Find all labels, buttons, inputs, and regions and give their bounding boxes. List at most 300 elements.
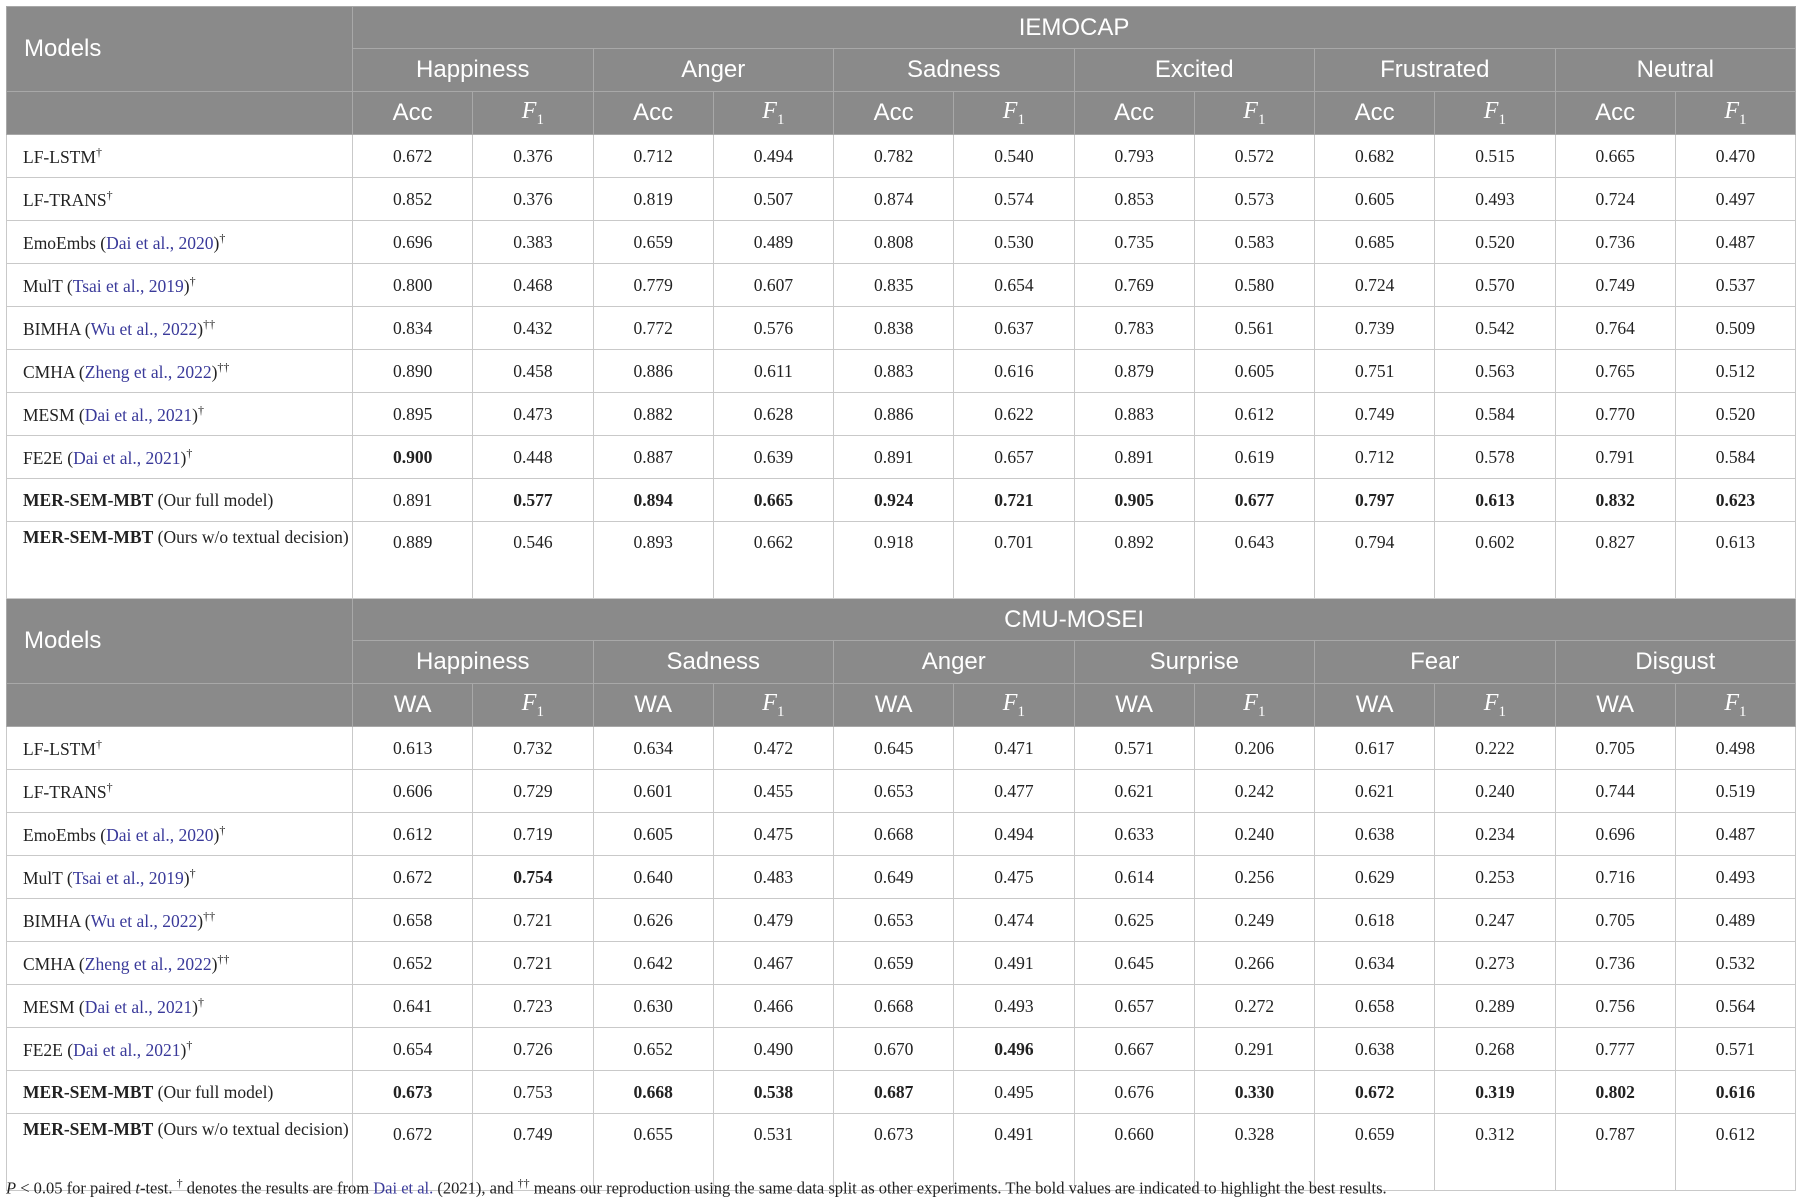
table-row <box>7 522 1796 599</box>
model-name: FE2E <box>23 447 63 468</box>
value-cell: 0.874 <box>834 178 954 221</box>
model-name: MER-SEM-MBT <box>23 1119 154 1139</box>
value-cell: 0.835 <box>834 264 954 307</box>
metric-f1-subscript: 1 <box>1498 111 1506 128</box>
value-cell: 0.531 <box>713 1114 833 1191</box>
citation-link[interactable]: Tsai et al., 2019 <box>72 275 184 296</box>
table-row <box>7 178 1796 221</box>
value-cell <box>1555 479 1675 522</box>
value-cell: 0.601 <box>593 770 713 813</box>
metric-header-f1 <box>954 684 1074 727</box>
emotion-header: Anger <box>593 49 834 92</box>
value-cell: 0.653 <box>834 770 954 813</box>
table-row <box>7 856 1796 899</box>
model-name-cell <box>7 307 353 350</box>
cite-close-paren: ) <box>183 275 190 296</box>
table-row <box>7 899 1796 942</box>
model-variant: (Ours w/o textual decision) <box>157 527 349 547</box>
value-cell: 0.716 <box>1555 856 1675 899</box>
citation-link[interactable]: Tsai et al., 2019 <box>72 867 184 888</box>
value-cell: 0.891 <box>834 436 954 479</box>
metric-f1-subscript: 1 <box>536 111 544 128</box>
metric-header-f1 <box>1435 92 1555 135</box>
value-cell: 0.564 <box>1675 985 1795 1028</box>
footnote-citation-link[interactable]: Dai et al. <box>373 1178 434 1198</box>
section-header-iemocap <box>7 7 1796 135</box>
metric-f1-label: $F_1$ <box>1243 98 1266 128</box>
value-cell: 0.495 <box>954 1071 1074 1114</box>
best-value: 0.687 <box>873 1081 914 1102</box>
cite-open-paren: ( <box>80 910 91 931</box>
value-cell: 0.765 <box>1555 350 1675 393</box>
dagger-mark: † <box>186 1037 193 1052</box>
value-cell: 0.827 <box>1555 522 1675 599</box>
metric-header-f1 <box>1435 684 1555 727</box>
citation-link[interactable]: Wu et al., 2022 <box>90 318 198 339</box>
value-cell <box>353 1071 473 1114</box>
value-cell: 0.638 <box>1315 1028 1435 1071</box>
dagger-mark: † <box>197 994 204 1009</box>
best-value: 0.802 <box>1595 1081 1635 1102</box>
value-cell: 0.749 <box>1555 264 1675 307</box>
value-cell: 0.655 <box>593 1114 713 1191</box>
metric-header-f1 <box>1675 92 1795 135</box>
value-cell: 0.719 <box>473 813 593 856</box>
value-cell: 0.530 <box>954 221 1074 264</box>
citation-link[interactable]: Dai et al., 2021 <box>84 996 193 1017</box>
value-cell: 0.634 <box>593 727 713 770</box>
models-column-header: Models <box>7 7 353 92</box>
value-cell: 0.736 <box>1555 221 1675 264</box>
value-cell: 0.573 <box>1194 178 1314 221</box>
value-cell: 0.672 <box>353 135 473 178</box>
footnote-dagger-double: †† <box>517 1176 530 1190</box>
value-cell: 0.685 <box>1315 221 1435 264</box>
value-cell: 0.570 <box>1435 264 1555 307</box>
table-row <box>7 985 1796 1028</box>
model-name-cell <box>7 479 353 522</box>
value-cell <box>713 1071 833 1114</box>
value-cell: 0.735 <box>1074 221 1194 264</box>
best-value: 0.672 <box>1354 1081 1395 1102</box>
cite-close-paren: ) <box>197 318 204 339</box>
metric-header-f1 <box>1194 92 1314 135</box>
value-cell: 0.629 <box>1315 856 1435 899</box>
metric-f1-label: $F_1$ <box>521 98 544 128</box>
value-cell: 0.497 <box>1675 178 1795 221</box>
value-cell: 0.744 <box>1555 770 1675 813</box>
metric-f1-label: $F_1$ <box>1002 690 1025 720</box>
metric-row <box>7 92 1796 135</box>
model-name-cell <box>7 393 353 436</box>
metric-f1-label: $F_1$ <box>1002 98 1025 128</box>
dataset-title: IEMOCAP <box>353 7 1796 49</box>
value-cell: 0.772 <box>593 307 713 350</box>
dagger-mark: † <box>189 273 196 288</box>
best-value: 0.797 <box>1354 489 1395 510</box>
value-cell <box>954 479 1074 522</box>
best-value: 0.577 <box>513 489 553 510</box>
value-cell: 0.475 <box>954 856 1074 899</box>
value-cell: 0.572 <box>1194 135 1314 178</box>
emotion-header: Sadness <box>834 49 1075 92</box>
value-cell: 0.466 <box>713 985 833 1028</box>
model-name-cell <box>7 770 353 813</box>
value-cell: 0.638 <box>1315 813 1435 856</box>
value-cell: 0.509 <box>1675 307 1795 350</box>
value-cell: 0.889 <box>353 522 473 599</box>
value-cell: 0.672 <box>353 1114 473 1191</box>
value-cell: 0.791 <box>1555 436 1675 479</box>
cite-open-paren: ( <box>74 404 85 425</box>
model-name: MulT <box>23 275 63 296</box>
citation-link[interactable]: Dai et al., 2021 <box>84 404 193 425</box>
best-value: 0.668 <box>633 1081 673 1102</box>
value-cell: 0.625 <box>1074 899 1194 942</box>
cite-open-paren: ( <box>62 1039 74 1060</box>
table-row <box>7 1071 1796 1114</box>
cite-close-paren: ) <box>213 824 220 845</box>
cite-close-paren: ) <box>183 867 190 888</box>
value-cell <box>473 856 593 899</box>
metric-f1-subscript: 1 <box>776 111 785 128</box>
metric-header-a: Acc <box>1315 92 1435 135</box>
value-cell: 0.891 <box>353 479 473 522</box>
value-cell: 0.918 <box>834 522 954 599</box>
value-cell: 0.613 <box>1675 522 1795 599</box>
value-cell: 0.578 <box>1435 436 1555 479</box>
value-cell: 0.493 <box>1435 178 1555 221</box>
value-cell: 0.887 <box>593 436 713 479</box>
model-name: BIMHA <box>23 910 81 931</box>
value-cell <box>834 479 954 522</box>
results-table-container <box>6 6 1795 1191</box>
dagger-mark: † <box>106 187 113 202</box>
model-name: CMHA <box>23 361 75 382</box>
model-name-cell <box>7 436 353 479</box>
value-cell: 0.879 <box>1074 350 1194 393</box>
value-cell: 0.658 <box>353 899 473 942</box>
metric-f1-subscript: 1 <box>1017 703 1025 720</box>
value-cell: 0.639 <box>713 436 833 479</box>
dagger-mark: † <box>106 779 113 794</box>
emotion-header: Fear <box>1315 641 1556 684</box>
value-cell <box>1194 479 1314 522</box>
section-header-cmu-mosei <box>7 599 1796 727</box>
value-cell: 0.584 <box>1435 393 1555 436</box>
value-cell: 0.886 <box>593 350 713 393</box>
value-cell: 0.696 <box>1555 813 1675 856</box>
dagger-mark: † <box>219 822 226 837</box>
cite-open-paren: ( <box>62 275 73 296</box>
value-cell: 0.612 <box>1194 393 1314 436</box>
value-cell: 0.649 <box>834 856 954 899</box>
value-cell: 0.584 <box>1675 436 1795 479</box>
value-cell: 0.652 <box>353 942 473 985</box>
cite-close-paren: ) <box>211 953 218 974</box>
cite-open-paren: ( <box>74 953 85 974</box>
dagger-mark: † <box>95 144 102 159</box>
value-cell: 0.672 <box>353 856 473 899</box>
best-value: 0.754 <box>513 866 553 887</box>
value-cell: 0.621 <box>1315 770 1435 813</box>
dagger-mark: † <box>95 736 102 751</box>
dagger-mark: †† <box>203 908 216 923</box>
emotion-header: Sadness <box>593 641 834 684</box>
table-row <box>7 942 1796 985</box>
value-cell: 0.882 <box>593 393 713 436</box>
value-cell: 0.891 <box>1074 436 1194 479</box>
value-cell: 0.658 <box>1315 985 1435 1028</box>
dagger-mark: † <box>186 445 193 460</box>
value-cell: 0.515 <box>1435 135 1555 178</box>
models-column-header: Models <box>7 599 353 684</box>
value-cell: 0.637 <box>954 307 1074 350</box>
value-cell: 0.563 <box>1435 350 1555 393</box>
footnote-p: P <box>6 1178 17 1198</box>
value-cell: 0.732 <box>473 727 593 770</box>
cite-close-paren: ) <box>211 361 218 382</box>
value-cell: 0.705 <box>1555 727 1675 770</box>
model-name: BIMHA <box>23 318 81 339</box>
emotion-header: Frustrated <box>1315 49 1556 92</box>
value-cell: 0.749 <box>473 1114 593 1191</box>
value-cell: 0.645 <box>1074 942 1194 985</box>
metric-header-a: Acc <box>834 92 954 135</box>
value-cell: 0.537 <box>1675 264 1795 307</box>
value-cell: 0.668 <box>834 813 954 856</box>
metric-header-f1 <box>713 684 833 727</box>
metric-f1-subscript: 1 <box>1257 111 1266 128</box>
footnote-t: t <box>135 1178 140 1198</box>
value-cell: 0.273 <box>1435 942 1555 985</box>
value-cell: 0.645 <box>834 727 954 770</box>
best-value: 0.330 <box>1234 1081 1275 1102</box>
table-row <box>7 350 1796 393</box>
table-row <box>7 436 1796 479</box>
value-cell: 0.852 <box>353 178 473 221</box>
cite-open-paren: ( <box>74 996 85 1017</box>
value-cell: 0.471 <box>954 727 1074 770</box>
model-name-cell <box>7 899 353 942</box>
value-cell: 0.653 <box>834 899 954 942</box>
value-cell: 0.561 <box>1194 307 1314 350</box>
value-cell: 0.602 <box>1435 522 1555 599</box>
model-name: LF-LSTM <box>23 146 96 167</box>
value-cell: 0.838 <box>834 307 954 350</box>
metric-header-a: Acc <box>1074 92 1194 135</box>
best-value: 0.677 <box>1234 489 1275 510</box>
metric-header-f1 <box>1675 684 1795 727</box>
value-cell: 0.749 <box>1315 393 1435 436</box>
citation-link[interactable]: Dai et al., 2021 <box>73 1039 181 1060</box>
value-cell: 0.468 <box>473 264 593 307</box>
best-value: 0.538 <box>753 1081 794 1102</box>
model-name-cell <box>7 813 353 856</box>
value-cell <box>1194 1071 1314 1114</box>
value-cell: 0.883 <box>1074 393 1194 436</box>
citation-link[interactable]: Zheng et al., 2022 <box>84 953 212 974</box>
metric-f1-label: $F_1$ <box>1243 690 1266 720</box>
footnote-citation-year: (2021) <box>433 1178 482 1198</box>
model-name: MER-SEM-MBT <box>23 527 154 547</box>
value-cell: 0.249 <box>1194 899 1314 942</box>
value-cell: 0.234 <box>1435 813 1555 856</box>
value-cell: 0.432 <box>473 307 593 350</box>
metric-header-a: Acc <box>1555 92 1675 135</box>
metric-header-f1 <box>473 684 593 727</box>
value-cell: 0.605 <box>593 813 713 856</box>
model-name: MESM <box>23 404 75 425</box>
table-row <box>7 393 1796 436</box>
value-cell: 0.724 <box>1555 178 1675 221</box>
value-cell: 0.619 <box>1194 436 1314 479</box>
value-cell: 0.682 <box>1315 135 1435 178</box>
model-name: EmoEmbs <box>23 824 96 845</box>
best-value: 0.924 <box>873 489 914 510</box>
value-cell: 0.448 <box>473 436 593 479</box>
emotion-header: Neutral <box>1555 49 1796 92</box>
model-name-cell <box>7 727 353 770</box>
citation-link[interactable]: Zheng et al., 2022 <box>84 361 212 382</box>
best-value: 0.319 <box>1475 1081 1515 1102</box>
value-cell: 0.328 <box>1194 1114 1314 1191</box>
value-cell: 0.777 <box>1555 1028 1675 1071</box>
footnote-text-4: , and <box>481 1178 518 1198</box>
value-cell: 0.312 <box>1435 1114 1555 1191</box>
value-cell: 0.724 <box>1315 264 1435 307</box>
value-cell: 0.652 <box>593 1028 713 1071</box>
value-cell: 0.621 <box>1074 770 1194 813</box>
value-cell: 0.383 <box>473 221 593 264</box>
value-cell: 0.633 <box>1074 813 1194 856</box>
value-cell: 0.583 <box>1194 221 1314 264</box>
value-cell: 0.890 <box>353 350 473 393</box>
best-value: 0.496 <box>994 1038 1034 1059</box>
value-cell: 0.612 <box>353 813 473 856</box>
value-cell: 0.721 <box>473 899 593 942</box>
metric-header-a: Acc <box>593 92 713 135</box>
value-cell: 0.546 <box>473 522 593 599</box>
emotion-header: Surprise <box>1074 641 1315 684</box>
section-body-cmu-mosei <box>7 727 1796 1191</box>
value-cell: 0.895 <box>353 393 473 436</box>
value-cell: 0.240 <box>1435 770 1555 813</box>
value-cell: 0.756 <box>1555 985 1675 1028</box>
value-cell: 0.580 <box>1194 264 1314 307</box>
metric-f1-label: $F_1$ <box>521 690 544 720</box>
best-value: 0.894 <box>633 489 673 510</box>
emotion-header: Happiness <box>353 49 594 92</box>
emotion-header: Disgust <box>1555 641 1796 684</box>
value-cell: 0.455 <box>713 770 833 813</box>
metric-blank-cell <box>7 684 353 727</box>
value-cell: 0.783 <box>1074 307 1194 350</box>
metric-row <box>7 684 1796 727</box>
value-cell <box>353 436 473 479</box>
citation-link[interactable]: Dai et al., 2021 <box>73 447 181 468</box>
best-value: 0.905 <box>1114 489 1154 510</box>
value-cell <box>1315 479 1435 522</box>
value-cell: 0.512 <box>1675 350 1795 393</box>
footnote-text-2: -test. <box>139 1178 177 1198</box>
value-cell: 0.618 <box>1315 899 1435 942</box>
value-cell: 0.520 <box>1435 221 1555 264</box>
model-name-cell <box>7 221 353 264</box>
value-cell: 0.721 <box>473 942 593 985</box>
metric-header-a: WA <box>1555 684 1675 727</box>
footnote-text-3: denotes the results are from <box>182 1178 374 1198</box>
metric-f1-label: $F_1$ <box>1724 690 1747 720</box>
citation-link[interactable]: Wu et al., 2022 <box>90 910 198 931</box>
model-name-cell <box>7 985 353 1028</box>
dagger-mark: †† <box>217 951 230 966</box>
citation-link[interactable]: Dai et al., 2020 <box>106 232 214 253</box>
dagger-mark: † <box>189 865 196 880</box>
best-value: 0.721 <box>994 489 1034 510</box>
model-name-cell <box>7 856 353 899</box>
table-row <box>7 264 1796 307</box>
model-name: MulT <box>23 867 63 888</box>
value-cell: 0.289 <box>1435 985 1555 1028</box>
table-row <box>7 479 1796 522</box>
metric-header-f1 <box>713 92 833 135</box>
value-cell: 0.242 <box>1194 770 1314 813</box>
best-value: 0.832 <box>1595 489 1635 510</box>
results-table <box>6 6 1796 1191</box>
table-row <box>7 813 1796 856</box>
citation-link[interactable]: Dai et al., 2020 <box>106 824 214 845</box>
value-cell: 0.483 <box>713 856 833 899</box>
dagger-mark: † <box>197 402 204 417</box>
metric-f1-subscript: 1 <box>1017 111 1025 128</box>
value-cell: 0.782 <box>834 135 954 178</box>
value-cell: 0.657 <box>1074 985 1194 1028</box>
value-cell: 0.268 <box>1435 1028 1555 1071</box>
value-cell: 0.659 <box>593 221 713 264</box>
value-cell: 0.494 <box>954 813 1074 856</box>
value-cell: 0.673 <box>834 1114 954 1191</box>
value-cell: 0.753 <box>473 1071 593 1114</box>
value-cell: 0.787 <box>1555 1114 1675 1191</box>
cite-close-paren: ) <box>180 447 187 468</box>
metric-header-a: WA <box>834 684 954 727</box>
metric-f1-label: $F_1$ <box>1724 98 1747 128</box>
emotion-header: Excited <box>1074 49 1315 92</box>
value-cell: 0.736 <box>1555 942 1675 985</box>
value-cell: 0.493 <box>1675 856 1795 899</box>
value-cell <box>1315 1071 1435 1114</box>
value-cell: 0.794 <box>1315 522 1435 599</box>
value-cell: 0.676 <box>1074 1071 1194 1114</box>
cite-close-paren: ) <box>180 1039 187 1060</box>
metric-blank-cell <box>7 92 353 135</box>
value-cell: 0.472 <box>713 727 833 770</box>
metric-header-a: WA <box>1315 684 1435 727</box>
value-cell <box>1435 479 1555 522</box>
value-cell: 0.272 <box>1194 985 1314 1028</box>
model-variant: (Ours w/o textual decision) <box>157 1119 349 1139</box>
cite-close-paren: ) <box>192 404 198 425</box>
value-cell: 0.494 <box>713 135 833 178</box>
metric-header-a: WA <box>353 684 473 727</box>
value-cell: 0.634 <box>1315 942 1435 985</box>
cite-open-paren: ( <box>95 232 107 253</box>
value-cell: 0.617 <box>1315 727 1435 770</box>
cite-open-paren: ( <box>74 361 85 382</box>
value-cell: 0.498 <box>1675 727 1795 770</box>
value-cell <box>713 479 833 522</box>
